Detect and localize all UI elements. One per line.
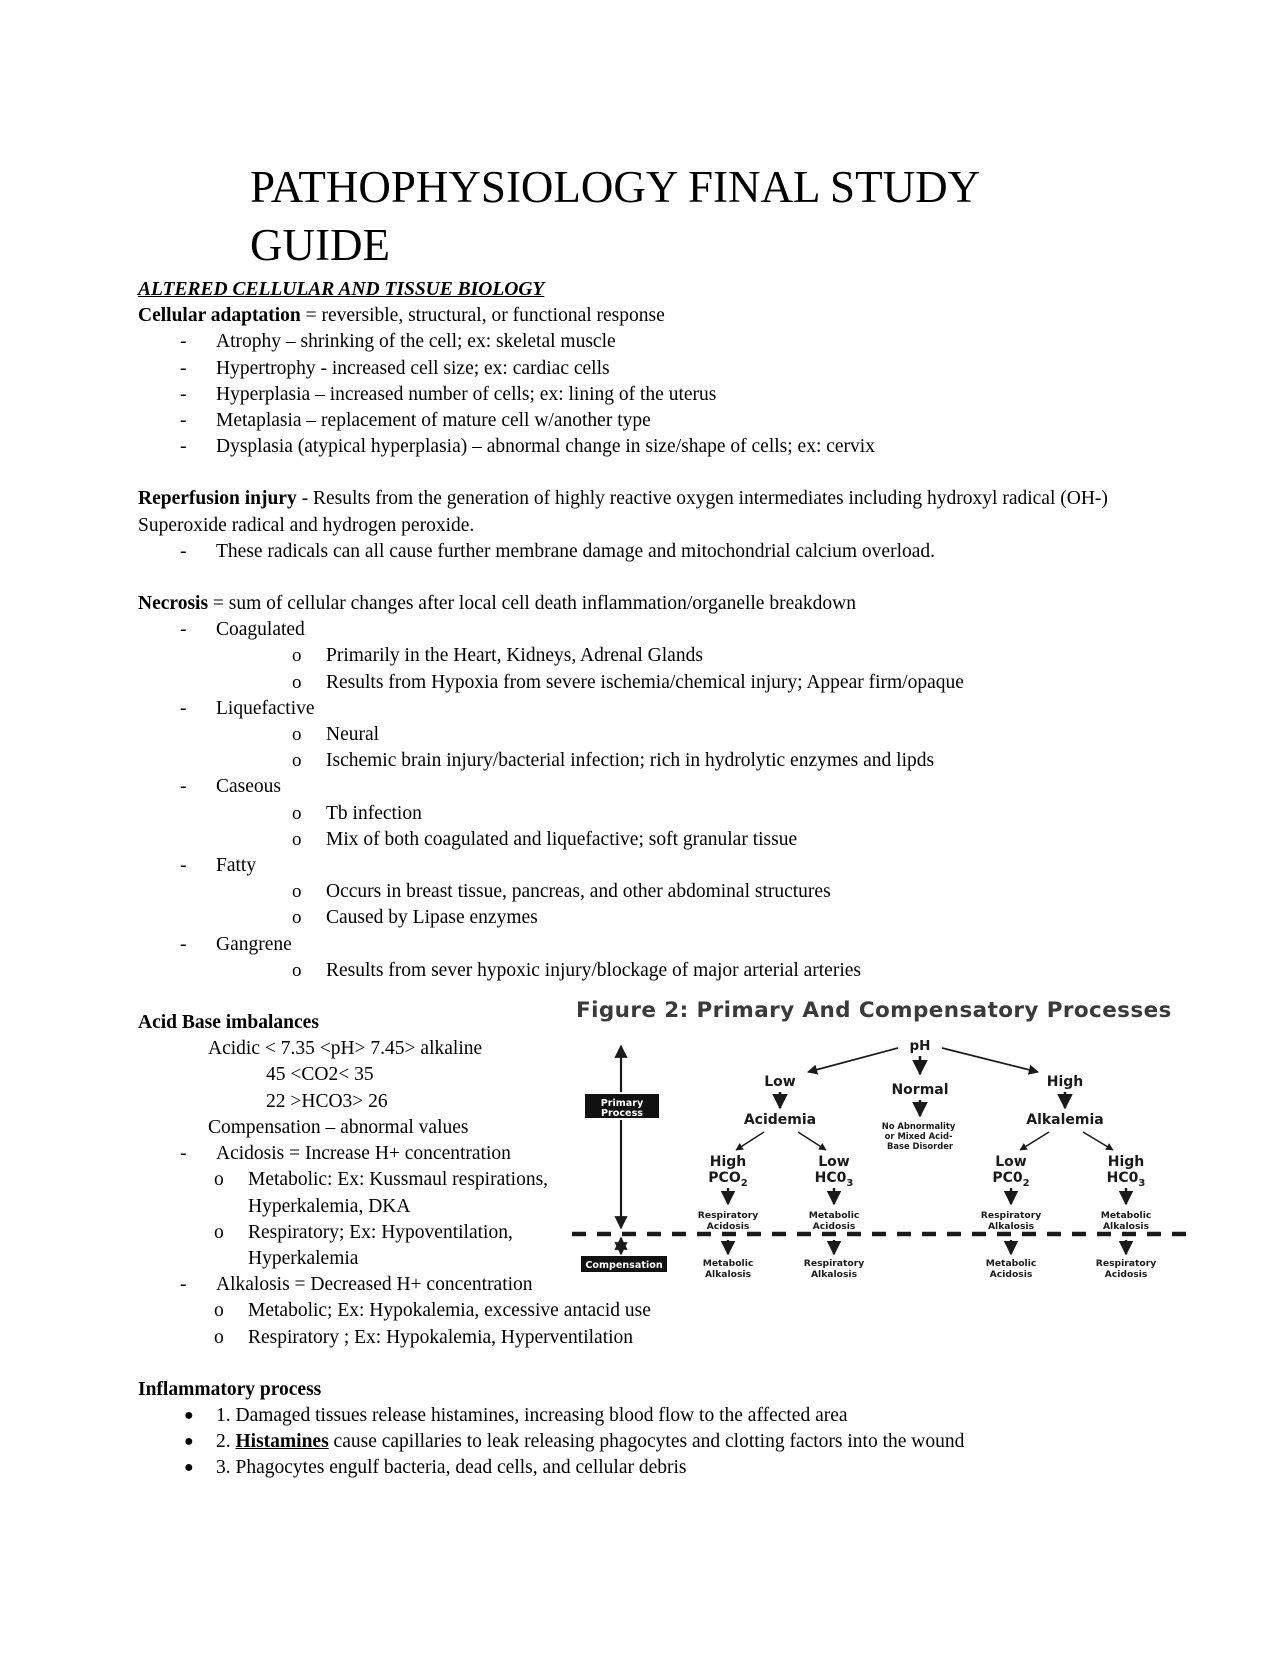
figure-canvas	[568, 1032, 1193, 1280]
figure-col-level: Low	[995, 1154, 1027, 1170]
figure-col-analyte: $HC0_3$	[1106, 1170, 1146, 1189]
inflammatory-list	[138, 1403, 1148, 1482]
dash-bullet-icon: -	[180, 619, 187, 641]
circle-bullet-icon: o	[292, 671, 302, 693]
dash-bullet-icon: -	[180, 540, 187, 562]
list-item-text: Results from sever hypoxic injury/blockage of major arterial arteries	[326, 959, 861, 981]
list-item	[138, 853, 1148, 932]
list-item	[138, 539, 1148, 565]
list-item	[254, 748, 1148, 774]
dash-bullet-icon: -	[180, 697, 187, 719]
reperfusion-injury-list	[138, 539, 1148, 565]
list-item	[254, 801, 1148, 827]
list-item	[138, 1455, 1148, 1481]
circle-bullet-icon: o	[292, 828, 302, 850]
list-item-text: Damaged tissues release histamines, increasing blood flow to the affected area	[235, 1404, 848, 1426]
alkalosis-label: Alkalosis = Decreased H+ concentration	[216, 1274, 533, 1296]
list-item	[138, 774, 1148, 853]
list-item	[138, 356, 1148, 382]
list-item	[138, 932, 1148, 984]
list-item	[138, 434, 1148, 460]
list-item	[138, 696, 1148, 775]
list-item-text: Hyperplasia – increased number of cells; ex: lining of the uterus	[216, 383, 717, 405]
list-item-text: cause capillaries to leak releasing phagocytes and clotting factors into the wound	[328, 1431, 965, 1453]
figure-col-analyte: $PCO_2$	[708, 1170, 748, 1189]
figure-branch-acidemia: Acidemia	[743, 1112, 817, 1128]
list-item-text: These radicals can all cause further membrane damage and mitochondrial calcium overload.	[216, 540, 936, 562]
ph-range-line: Acidic < 7.35 <pH> 7.45> alkaline	[208, 1038, 483, 1060]
list-item	[254, 879, 1148, 905]
acidosis-label: Acidosis = Increase H+ concentration	[216, 1143, 511, 1165]
acidosis-subitem	[176, 1167, 568, 1219]
circle-bullet-icon: o	[214, 1169, 224, 1191]
dash-bullet-icon: -	[180, 357, 187, 379]
alkalosis-subitem	[176, 1325, 1148, 1351]
paragraph-spacer	[138, 1351, 1148, 1377]
list-item-text: Caused by Lipase enzymes	[326, 907, 538, 929]
necrosis-sublist	[254, 722, 1148, 774]
page-title: PATHOPHYSIOLOGY FINAL STUDY GUIDE	[250, 162, 979, 271]
necrosis-sublist	[254, 958, 1148, 984]
list-item-text: Neural	[326, 724, 380, 746]
figure-col-primary: Respiratory Acidosis	[697, 1210, 759, 1232]
circle-bullet-icon: o	[292, 881, 302, 903]
necrosis-sublist	[254, 643, 1148, 695]
list-item	[138, 408, 1148, 434]
reperfusion-injury-paragraph	[138, 486, 1148, 538]
list-item-text: Respiratory ; Ex: Hypokalemia, Hyperventilation	[248, 1326, 634, 1348]
dash-bullet-icon: -	[180, 855, 187, 877]
list-item	[254, 958, 1148, 984]
figure-col-level: High	[709, 1154, 747, 1170]
figure-title: Figure 2: Primary And Compensatory Processes	[576, 998, 1172, 1023]
figure-col-primary: Metabolic Alkalosis	[1100, 1210, 1152, 1232]
list-item-text: Atrophy – shrinking of the cell; ex: skeletal muscle	[216, 331, 616, 353]
list-item	[138, 382, 1148, 408]
dash-bullet-icon: -	[180, 331, 187, 353]
necrosis-line	[138, 591, 1148, 617]
figure-col-compensation: Respiratory Alkalosis	[803, 1258, 865, 1280]
cellular-adaptation-definition: = reversible, structural, or functional response	[300, 305, 665, 327]
co2-range-line: 45 <CO2< 35	[266, 1064, 374, 1086]
list-item	[138, 1429, 1148, 1455]
dash-bullet-icon: -	[180, 383, 187, 405]
round-bullet-icon: ●	[184, 1459, 194, 1477]
figure-col-compensation: Metabolic Alkalosis	[702, 1258, 754, 1280]
list-item-text: Results from Hypoxia from severe ischemia/chemical injury; Appear firm/opaque	[326, 671, 964, 693]
paragraph-spacer	[138, 460, 1148, 486]
list-item-text: Metabolic; Ex: Hypokalemia, excessive antacid use	[248, 1300, 651, 1322]
cellular-adaptation-line	[138, 303, 1148, 329]
list-item-text: Metaplasia – replacement of mature cell w/another type	[216, 410, 651, 432]
list-item	[138, 1403, 1148, 1429]
circle-bullet-icon: o	[292, 802, 302, 824]
list-item-text: Liquefactive	[216, 697, 315, 719]
document-body	[138, 277, 1148, 1482]
figure-col-analyte: $PC0_2$	[992, 1170, 1030, 1189]
figure-compensation-box-label: Compensation	[585, 1260, 663, 1271]
figure-col-analyte: $HC0_3$	[814, 1170, 854, 1189]
alkalosis-subitem	[176, 1298, 1148, 1324]
hco3-range-line: 22 >HCO3> 26	[266, 1090, 388, 1112]
list-item-text: Occurs in breast tissue, pancreas, and other abdominal structures	[326, 881, 831, 903]
list-item-text: Gangrene	[216, 933, 292, 955]
acidosis-subitem	[176, 1220, 568, 1272]
dash-bullet-icon: -	[180, 436, 187, 458]
figure-col-primary: Metabolic Acidosis	[808, 1210, 860, 1232]
dash-bullet-icon: -	[180, 1274, 187, 1296]
cellular-adaptation-list	[138, 329, 1148, 460]
dash-bullet-icon: -	[180, 776, 187, 798]
list-item-number: 3.	[216, 1457, 231, 1479]
list-item	[254, 827, 1148, 853]
circle-bullet-icon: o	[214, 1300, 224, 1322]
figure-col-level: Low	[818, 1154, 850, 1170]
list-item-number: 2.	[216, 1431, 231, 1453]
necrosis-list	[138, 617, 1148, 984]
list-item-text: Mix of both coagulated and liquefactive; soft granular tissue	[326, 828, 798, 850]
section-heading-altered-cellular: ALTERED CELLULAR AND TISSUE BIOLOGY	[138, 279, 545, 300]
reperfusion-injury-term: Reperfusion injury	[138, 488, 297, 510]
list-item-text: Respiratory; Ex: Hypoventilation, Hyperkalemia	[248, 1221, 513, 1269]
list-item	[138, 329, 1148, 355]
circle-bullet-icon: o	[292, 645, 302, 667]
figure-branch-normal: Normal	[891, 1082, 949, 1098]
list-item-emphasis: Histamines	[235, 1431, 329, 1453]
acid-base-section	[138, 1010, 568, 1272]
circle-bullet-icon: o	[292, 750, 302, 772]
circle-bullet-icon: o	[214, 1221, 224, 1243]
paragraph-spacer	[138, 565, 1148, 591]
figure-branch-alkalemia: Alkalemia	[1026, 1112, 1104, 1128]
list-item-text: Ischemic brain injury/bacterial infection; rich in hydrolytic enzymes and lipds	[326, 750, 935, 772]
round-bullet-icon: ●	[184, 1406, 194, 1424]
list-item-text: Primarily in the Heart, Kidneys, Adrenal Glands	[326, 645, 703, 667]
necrosis-term: Necrosis	[138, 593, 209, 615]
figure-primary-box-label: Primary Process	[600, 1098, 644, 1119]
acidosis-item	[138, 1141, 568, 1167]
list-item	[138, 617, 1148, 696]
necrosis-sublist	[254, 801, 1148, 853]
figure-col-compensation: Metabolic Acidosis	[985, 1258, 1037, 1280]
dash-bullet-icon: -	[180, 933, 187, 955]
cellular-adaptation-term: Cellular adaptation	[138, 305, 301, 327]
list-item	[254, 643, 1148, 669]
necrosis-definition: = sum of cellular changes after local cell death inflammation/organelle breakdown	[208, 593, 856, 615]
compensation-values-line: Compensation – abnormal values	[208, 1116, 469, 1138]
figure-acid-base-flowchart	[568, 998, 1193, 1280]
figure-root-label: pH	[909, 1038, 931, 1054]
circle-bullet-icon: o	[214, 1326, 224, 1348]
list-item-number: 1.	[216, 1404, 231, 1426]
list-item-text: Fatty	[216, 855, 257, 877]
list-item-text: Dysplasia (atypical hyperplasia) – abnormal change in size/shape of cells; ex: cervix	[216, 436, 875, 458]
list-item-text: Metabolic: Ex: Kussmaul respirations, Hyperkalemia, DKA	[248, 1169, 549, 1217]
section-heading-inflammatory: Inflammatory process	[138, 1378, 322, 1400]
figure-col-primary: Respiratory Alkalosis	[980, 1210, 1042, 1232]
section-heading-acid-base: Acid Base imbalances	[138, 1012, 319, 1034]
necrosis-sublist	[254, 879, 1148, 931]
list-item-text: Tb infection	[326, 802, 422, 824]
figure-col-level: High	[1107, 1154, 1145, 1170]
list-item-text: Coagulated	[216, 619, 305, 641]
list-item	[254, 722, 1148, 748]
figure-branch-low: Low	[764, 1074, 796, 1090]
figure-col-compensation: Respiratory Acidosis	[1095, 1258, 1157, 1280]
list-item-text: Caseous	[216, 776, 281, 798]
list-item-text: Hypertrophy - increased cell size; ex: cardiac cells	[216, 357, 610, 379]
figure-branch-high: High	[1046, 1074, 1084, 1090]
dash-bullet-icon: -	[180, 410, 187, 432]
round-bullet-icon: ●	[184, 1433, 194, 1451]
reperfusion-injury-text: - Results from the generation of highly reactive oxygen intermediates including hydroxyl radical (OH-) Superoxide radical and hydrogen peroxide.	[138, 488, 1108, 536]
list-item-text: Phagocytes engulf bacteria, dead cells, and cellular debris	[235, 1457, 687, 1479]
dash-bullet-icon: -	[180, 1143, 187, 1165]
list-item	[254, 670, 1148, 696]
circle-bullet-icon: o	[292, 959, 302, 981]
list-item	[254, 905, 1148, 931]
circle-bullet-icon: o	[292, 724, 302, 746]
figure-normal-note: No Abnormality or Mixed Acid- Base Disorder	[881, 1121, 956, 1151]
circle-bullet-icon: o	[292, 907, 302, 929]
